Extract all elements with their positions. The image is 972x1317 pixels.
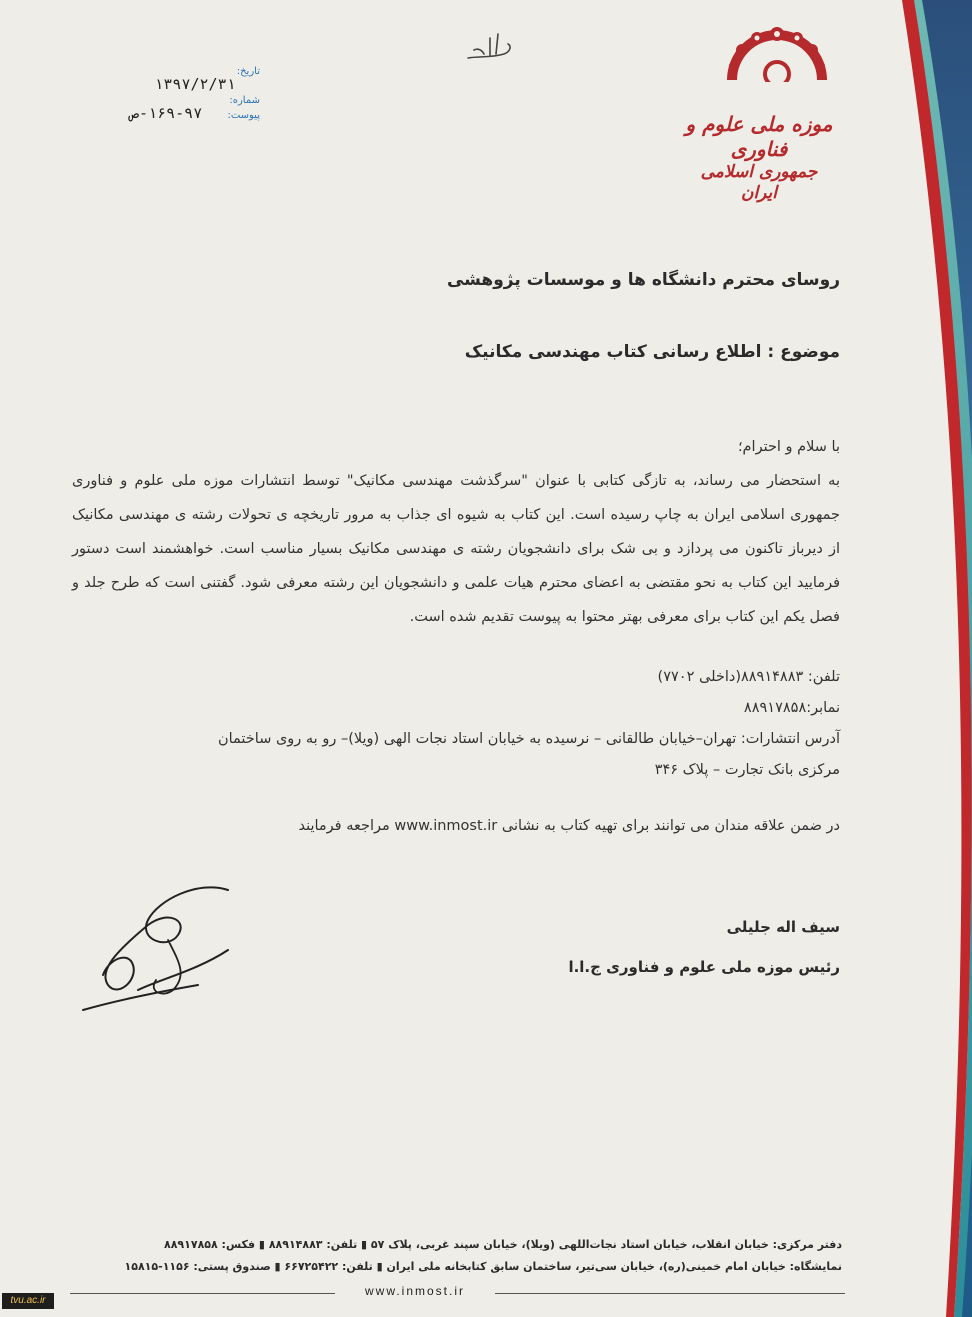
address-line-2: مرکزی بانک تجارت – پلاک ۳۴۶ [654,762,840,778]
footer-rule-left [70,1293,335,1294]
fax-line: نمابر:۸۸۹۱۷۸۵۸ [743,700,840,716]
contact-info [72,662,840,786]
site-watermark: tvu.ac.ir [2,1293,54,1309]
signatory-title: رئیس موزه ملی علوم و فناوری ج.ا.ا [568,958,840,976]
subject-line: موضوع : اطلاع رسانی کتاب مهندسی مکانیک [464,342,840,362]
invocation-calligraphy [460,28,520,68]
handwritten-signature [78,880,278,1020]
logo-line-1: موزه ملی علوم و فناوری [685,112,833,161]
attachment-label: پیوست: [227,110,260,121]
greeting: با سلام و احترام؛ [737,439,840,455]
number-label: شماره: [229,95,260,106]
museum-logo-emblem [712,22,842,82]
recipient-line: روسای محترم دانشگاه ها و موسسات پژوهشی [446,270,840,290]
footer-url: www.inmost.ir [364,1284,465,1298]
footer-line-1: دفتر مرکزی: خیابان انقلاب، خیابان استاد نجات‌اللهی (ویلا)، خیابان سپند غربی، پلاک ۵۷ ▮ تلفن: ۸۸۹۱۴۸۸۳ ▮ فکس: ۸۸۹۱۷۸۵۸ [164,1238,842,1251]
number-value: ۱۶۹-۹۷-ص [130,104,203,122]
decorative-side-band [842,0,972,1317]
footer-line-2: نمایشگاه: خیابان امام خمینی(ره)، خیابان سی‌تیر، ساختمان سابق کتابخانه ملی ایران ▮ تلفن: ۶۶۷۲۵۴۲۲ ▮ صندوق پستی: ۱۱۵۶-۱۵۸۱۵ [124,1260,842,1273]
museum-logo-text [684,112,834,205]
body-paragraph: به استحضار می رساند، به تازگی کتابی با عنوان "سرگذشت مهندسی مکانیک" توسط انتشارات موزه ملی علوم و فناوری جمهوری اسلامی ایران به چاپ رسیده است. این کتاب به شیوه ای جذاب به مرور تاریخچه ی تحولات رشته ی مهندسی مکانیک از دیرباز تاکنون می پردازد و بی شک برای دانشجویان رشته ی مهندسی مکانیک بسیار مناسب است. خواهشمند است دستور فرمایید این کتاب به نحو مقتضی به اعضای محترم هیات علمی و دانشجویان این رشته معرفی شود. گفتنی است که طرح جلد و فصل یکم این کتاب برای معرفی بهتر محتوا به پیوست تقدیم شده است. [72,473,840,625]
date-value: ۱۳۹۷/۲/۳۱ [154,75,236,93]
letter-body [72,430,840,634]
phone-line: تلفن: ۸۸۹۱۴۸۸۳(داخلی ۷۷۰۲) [657,669,840,685]
signatory-name: سیف اله جلیلی [726,918,840,936]
footer-rule-right [495,1293,845,1294]
closing-line: در ضمن علاقه مندان می توانند برای تهیه کتاب به نشانی www.inmost.ir مراجعه فرمایند [298,818,840,834]
footer-addresses [70,1234,842,1278]
letter-meta [130,66,260,124]
logo-line-2: جمهوری اسلامی ایران [700,162,818,204]
address-line-1: آدرس انتشارات: تهران–خیابان طالقانی – نرسیده به خیابان استاد نجات الهی (ویلا)– رو به روی ساختمان [217,731,840,747]
date-label: تاریخ: [236,66,260,77]
